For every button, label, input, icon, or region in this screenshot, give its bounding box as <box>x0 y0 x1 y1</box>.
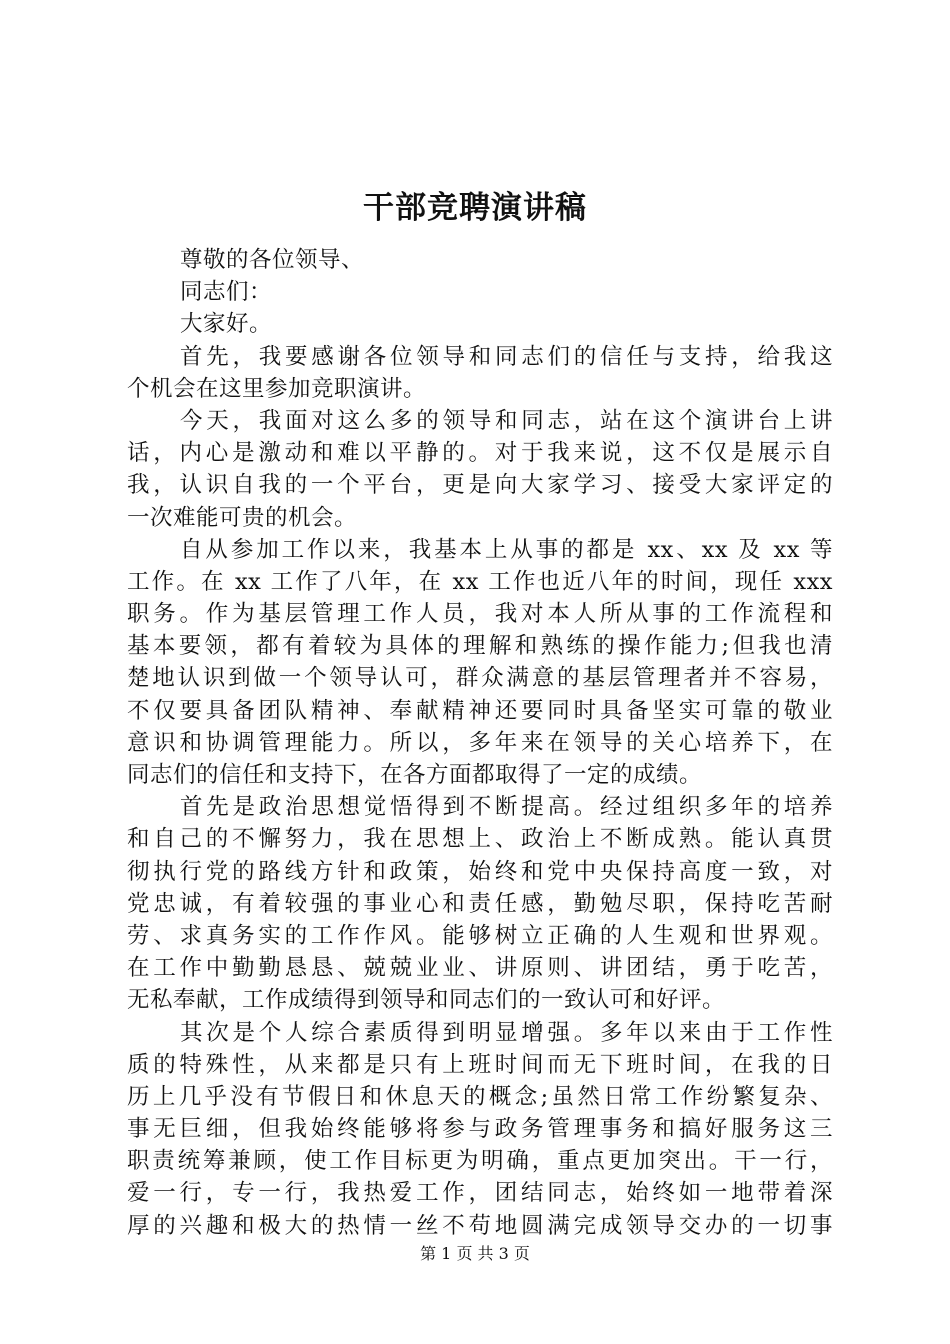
text-line: 不仅要具备团队精神、奉献精神还要同时具备坚实可靠的敬业 <box>127 697 833 724</box>
text-line: 厚的兴趣和极大的热情一丝不苟地圆满完成领导交办的一切事 <box>127 1212 833 1239</box>
text-line: 工作。在 xx 工作了八年，在 xx 工作也近八年的时间，现任 xxx <box>127 568 833 595</box>
text-line: 事无巨细，但我始终能够将参与政务管理事务和搞好服务这三 <box>127 1116 833 1143</box>
document-body <box>127 244 833 1242</box>
text-line: 个机会在这里参加竞职演讲。 <box>127 375 427 402</box>
text-line: 质的特殊性，从来都是只有上班时间而无下班时间，在我的日 <box>127 1051 833 1078</box>
text-line: 和自己的不懈努力，我在思想上、政治上不断成熟。能认真贯 <box>127 826 833 853</box>
text-line: 自从参加工作以来，我基本上从事的都是 xx、xx 及 xx 等 <box>180 536 833 563</box>
text-line: 基本要领，都有着较为具体的理解和熟练的操作能力;但我也清 <box>127 633 833 660</box>
document-title: 干部竞聘演讲稿 <box>363 190 587 226</box>
text-line: 党忠诚，有着较强的事业心和责任感，勤勉尽职，保持吃苦耐 <box>127 890 833 917</box>
page-footer: 第 1 页 共 3 页 <box>420 1244 530 1263</box>
text-line: 其次是个人综合素质得到明显增强。多年以来由于工作性 <box>180 1019 833 1046</box>
text-line: 同志们： <box>180 279 273 306</box>
text-line: 劳、求真务实的工作作风。能够树立正确的人生观和世界观。 <box>127 922 833 949</box>
text-line: 大家好。 <box>180 311 273 338</box>
text-line: 首先，我要感谢各位领导和同志们的信任与支持，给我这 <box>180 343 833 370</box>
text-line: 今天，我面对这么多的领导和同志，站在这个演讲台上讲 <box>180 407 833 434</box>
text-line: 首先是政治思想觉悟得到不断提高。经过组织多年的培养 <box>180 794 833 821</box>
text-line: 意识和协调管理能力。所以，多年来在领导的关心培养下，在 <box>127 729 833 756</box>
text-line: 无私奉献，工作成绩得到领导和同志们的一致认可和好评。 <box>127 987 726 1014</box>
text-line: 爱一行，专一行，我热爱工作，团结同志，始终如一地带着深 <box>127 1180 833 1207</box>
text-line: 在工作中勤勤恳恳、兢兢业业、讲原则、讲团结，勇于吃苦， <box>127 955 833 982</box>
text-line: 一次难能可贵的机会。 <box>127 504 358 531</box>
text-line: 同志们的信任和支持下，在各方面都取得了一定的成绩。 <box>127 762 703 788</box>
text-line: 我，认识自我的一个平台，更是向大家学习、接受大家评定的 <box>127 472 833 499</box>
text-line: 职责统筹兼顾，使工作目标更为明确，重点更加突出。干一行， <box>127 1148 833 1175</box>
text-line: 职务。作为基层管理工作人员，我对本人所从事的工作流程和 <box>127 601 833 628</box>
text-line: 彻执行党的路线方针和政策，始终和党中央保持高度一致，对 <box>127 858 833 885</box>
text-line: 话，内心是激动和难以平静的。对于我来说，这不仅是展示自 <box>127 440 833 467</box>
text-line: 历上几乎没有节假日和休息天的概念;虽然日常工作纷繁复杂、 <box>127 1083 833 1110</box>
text-line: 楚地认识到做一个领导认可，群众满意的基层管理者并不容易， <box>127 665 833 692</box>
text-line: 尊敬的各位领导、 <box>180 247 365 273</box>
